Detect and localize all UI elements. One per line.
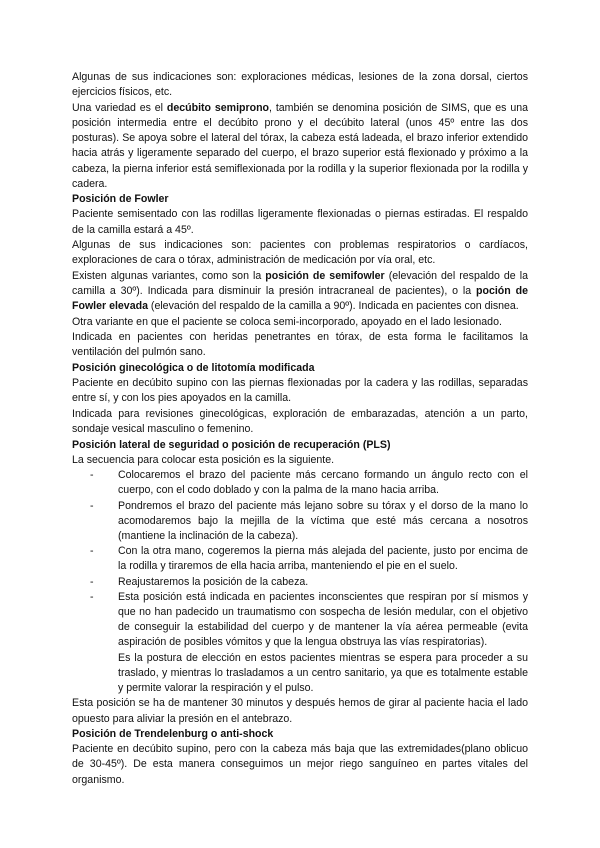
heading-trendelenburg: Posición de Trendelenburg o anti-shock: [72, 728, 274, 740]
pls-steps-list: [72, 468, 528, 696]
term-fowler-elevada: poción de Fowler elevada: [72, 285, 528, 313]
text-run: , también se denomina posición de SIMS, que es una posición intermedia entre el decúbito prono y el decúbito lateral (unos 45º entre las dos posturas). Se apoya sobre el lateral del tórax, la cabeza está ladeada, el brazo inferior extendido hacia atrás y ligeramente separado del cuerpo, el brazo superior está flexionado y próximo a la cabeza, la pierna inferior está semiflexionada por la rodilla y la superior flexionada por la rodilla y cadera.: [72, 101, 528, 190]
heading-pls: Posición lateral de seguridad o posición de recuperación (PLS): [72, 438, 391, 451]
paragraph-gyne-indications: Indicada para revisiones ginecológicas, exploración de embarazadas, atención a un parto, sondaje vesical masculino o femenino.: [72, 407, 528, 436]
list-item: - Colocaremos el brazo del paciente más cercano formando un ángulo recto con el cuerpo, con el codo doblado y con la palma de la mano hacia arriba.: [118, 468, 528, 498]
text-run: Una variedad es el: [72, 101, 167, 114]
paragraph-other-variant: Otra variante en que el paciente se coloca semi-incorporado, apoyado en el lado lesionado.: [72, 315, 502, 328]
heading-gynecological: Posición ginecológica o de litotomía modificada: [72, 361, 315, 374]
term-semiprone: decúbito semiprono: [166, 101, 270, 114]
list-item: - Con la otra mano, cogeremos la pierna más alejada del paciente, justo por encima de la rodilla y tiraremos de ella hacia arriba, manteniendo el pie en el suelo.: [118, 544, 528, 574]
paragraph-pls-sequence: La secuencia para colocar esta posición es la siguiente.: [72, 453, 335, 466]
paragraph-fowler-indications: Algunas de sus indicaciones son: pacientes con problemas respiratorios o cardíacos, exploraciones de cara o tórax, administración de medicación por vía oral, etc.: [72, 239, 528, 267]
list-item: [118, 590, 528, 696]
paragraph-penetrating-wounds: Indicada en pacientes con heridas penetrantes en tórax, de esta forma le facilitamos la ventilación del pulmón sano.: [72, 331, 528, 359]
heading-fowler: Posición de Fowler: [72, 193, 169, 206]
list-item-continuation: Es la postura de elección en estos pacientes mientras se espera para proceder a su traslado, y mientras lo trasladamos a un centro sanitario, ya que es totalmente estable y permite valorar la respiración y el pulso.: [118, 651, 528, 695]
term-semifowler: posición de semifowler: [265, 269, 385, 282]
paragraph-indications-supine: Algunas de sus indicaciones son: exploraciones médicas, lesiones de la zona dorsal, ciertos ejercicios físicos, etc.: [72, 71, 528, 99]
paragraph-pls-duration: Esta posición se ha de mantener 30 minutos y después hemos de girar al paciente hacia el lado opuesto para aliviar la presión en el antebrazo.: [72, 697, 528, 725]
list-item: - Pondremos el brazo del paciente más lejano sobre su tórax y el dorso de la mano lo acomodaremos bajo la mejilla de la víctima que esté más cercana a nosotros (mantiene la inclinación de la cabeza).: [118, 499, 528, 545]
text-run: (elevación del respaldo de la camilla a 30º). Indicada para disminuir la presión intracraneal de pacientes), o la: [72, 269, 528, 298]
paragraph-trendelenburg: Paciente en decúbito supino, pero con la cabeza más baja que las extremidades(plano oblicuo de 30-45º). De esta manera conseguimos un mejor riego sanguíneo en partes vitales del organismo.: [72, 743, 528, 786]
paragraph-fowler-variants: [72, 269, 528, 315]
list-item-text: - Esta posición está indicada en pacientes inconscientes que respiran por sí mismos y que no han padecido un traumatismo con sospecha de lesión medular, con el objetivo de conseguir la estabilidad del cuerpo y de mantener la vía aérea permeable (evita aspiración de posibles vómitos y que la lengua obstruya las vías respiratorias).: [118, 590, 528, 649]
paragraph-fowler-description: Paciente semisentado con las rodillas ligeramente flexionadas o piernas estiradas. El respaldo de la camilla estará a 45º.: [72, 208, 528, 236]
paragraph-gyne-description: Paciente en decúbito supino con las piernas flexionadas por la cadera y las rodillas, separadas entre sí, y con los pies apoyados en la camilla.: [72, 377, 528, 405]
text-run: Existen algunas variantes, como son la: [72, 269, 266, 282]
document-page: [72, 70, 528, 788]
paragraph-semiprone: [72, 101, 528, 192]
text-run: (elevación del respaldo de la camilla a 90º). Indicada en pacientes con disnea.: [147, 300, 519, 313]
list-item: - Reajustaremos la posición de la cabeza.: [118, 575, 528, 590]
